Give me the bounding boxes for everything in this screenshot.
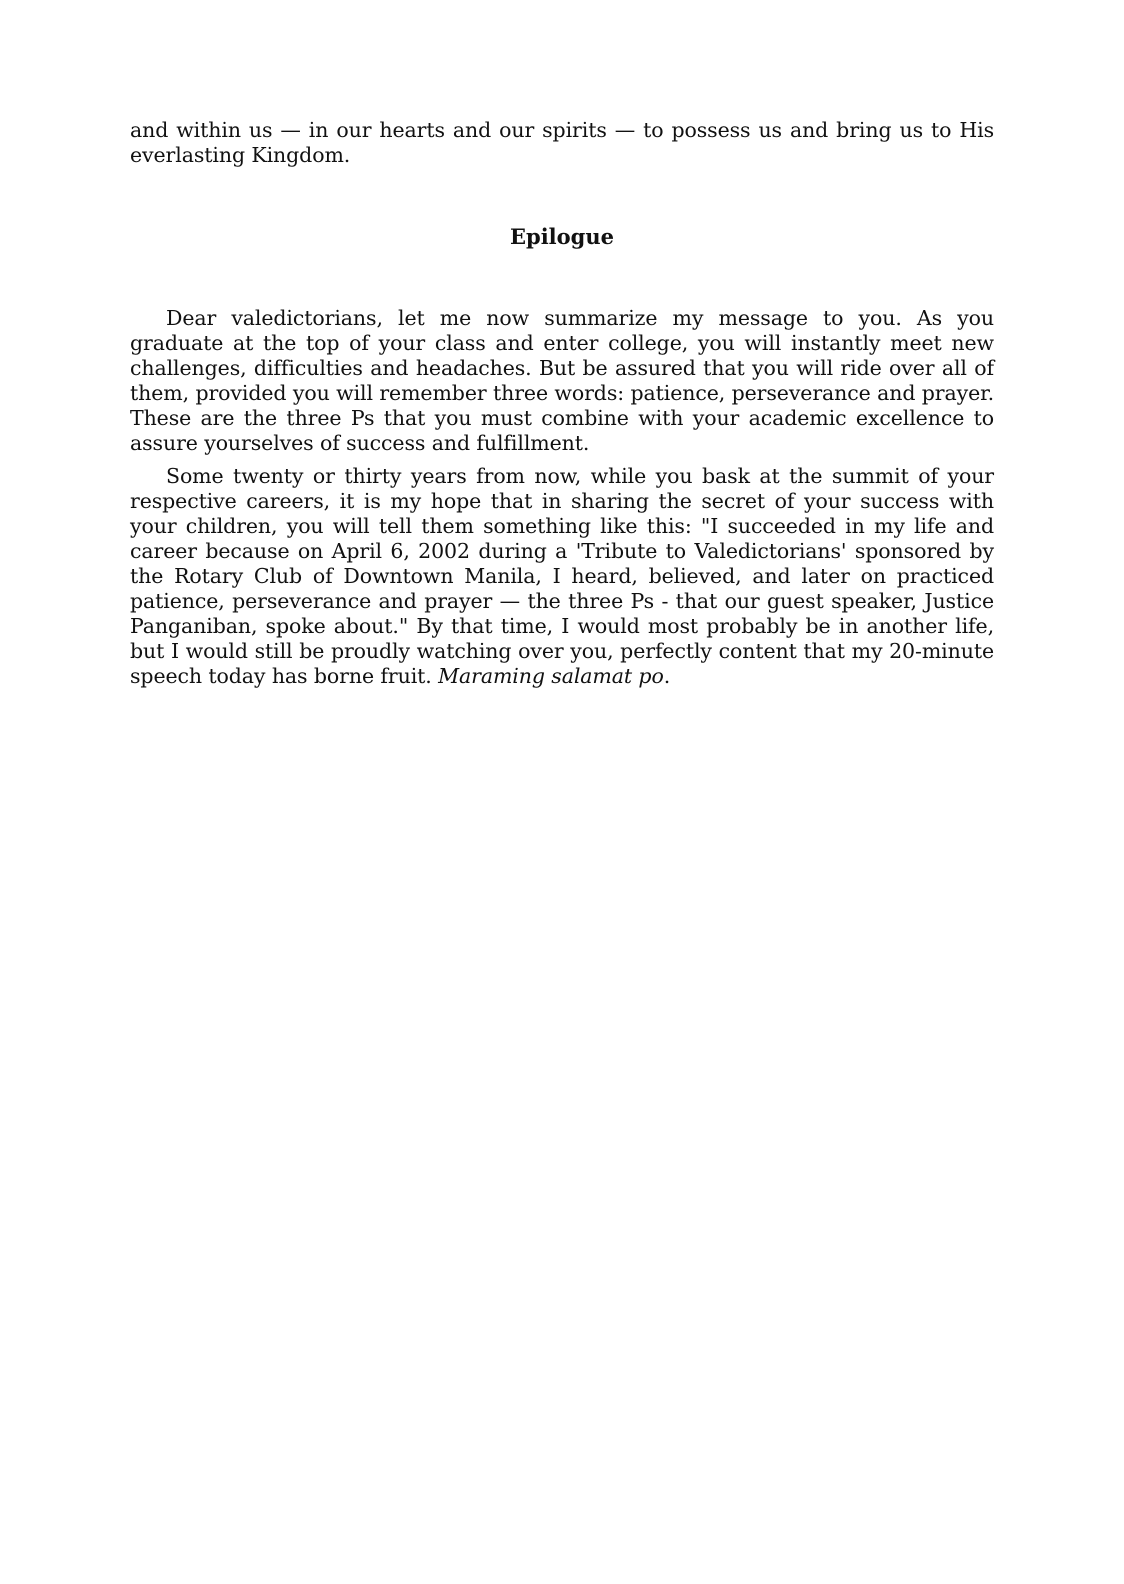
- document-page: [130, 118, 994, 689]
- heading-block: [130, 224, 994, 249]
- section-heading: Epilogue: [510, 224, 614, 249]
- paragraph-gap: [130, 456, 994, 464]
- epilogue-paragraph-2: [130, 464, 994, 689]
- epilogue-paragraph-1: Dear valedictorians, let me now summarize my message to you. As you graduate at the top of your class and enter college, you will instantly meet new challenges, difficulties and headaches. But be assured that you will ride over all of them, provided you will remember three words: patience, perseverance and prayer. These are the three Ps that you must combine with your academic excellence to assure yourselves of success and fulfillment.: [130, 306, 994, 455]
- closing-phrase: Maraming salamat po: [438, 664, 664, 688]
- continuation-paragraph: and within us — in our hearts and our spirits — to possess us and bring us to His everlasting Kingdom.: [130, 118, 994, 167]
- paragraph-2-text: Some twenty or thirty years from now, while you bask at the summit of your respective careers, it is my hope that in sharing the secret of your success with your children, you will tell them something like this: "I succeeded in my life and career because on April 6, 2002 during a 'Tribute to Valedictorians' sponsored by the Rotary Club of Downtown Manila, I heard, believed, and later on practiced patience, perseverance and prayer — the three Ps - that our guest speaker, Justice Panganiban, spoke about." By that time, I would most probably be in another life, but I would still be proudly watching over you, perfectly content that my 20-minute speech today has borne fruit.: [130, 464, 994, 688]
- closing-period: .: [663, 664, 671, 688]
